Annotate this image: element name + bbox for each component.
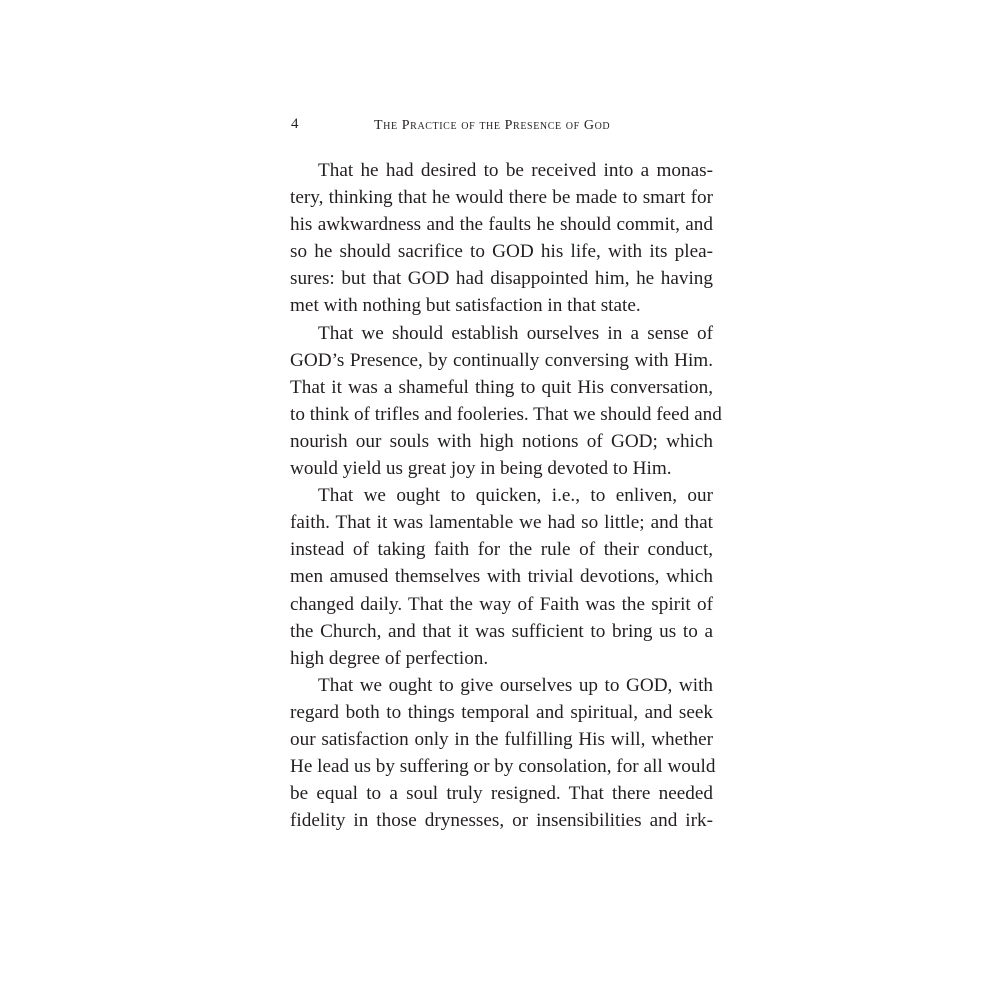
paragraph <box>290 320 722 483</box>
text-line: nourish our souls with high notions of GOD; which <box>290 430 713 452</box>
text-line: the Church, and that it was sufficient to bring us to a <box>290 620 713 642</box>
running-title: The Practice of the Presence of God <box>374 118 611 133</box>
text-line: to think of trifles and fooleries. That we should feed and <box>290 403 722 425</box>
text-line: would yield us great joy in being devoted to Him. <box>290 458 672 480</box>
text-line: That it was a shameful thing to quit His conversation, <box>290 376 713 398</box>
text-line: his awkwardness and the faults he should commit, and <box>290 214 713 236</box>
text-line: our satisfaction only in the fulfilling His will, whether <box>290 728 713 750</box>
text-line: GOD’s Presence, by continually conversing with Him. <box>290 349 713 371</box>
text-line: sures: but that GOD had disappointed him, he having <box>290 268 713 290</box>
text-line: That he had desired to be received into a monas- <box>318 160 713 181</box>
text-line: faith. That it was lamentable we had so little; and that <box>290 512 713 534</box>
text-line: fidelity in those drynesses, or insensibilities and irk- <box>290 810 713 832</box>
book-page <box>290 112 722 832</box>
text-line: so he should sacrifice to GOD his life, with its plea- <box>290 241 713 263</box>
text-line: That we ought to give ourselves up to GOD, with <box>318 674 713 696</box>
text-line: changed daily. That the way of Faith was the spirit of <box>290 593 713 615</box>
running-head <box>290 112 713 142</box>
text-line: tery, thinking that he would there be made to smart for <box>290 187 713 209</box>
page-number: 4 <box>291 116 299 132</box>
paragraph <box>290 157 713 320</box>
text-line: That we ought to quicken, i.e., to enliven, our <box>318 485 713 507</box>
text-line: He lead us by suffering or by consolation, for all would <box>290 756 716 778</box>
text-line: That we should establish ourselves in a sense of <box>318 322 713 344</box>
text-line: high degree of perfection. <box>290 647 489 669</box>
text-line: instead of taking faith for the rule of their conduct, <box>290 539 713 561</box>
text-line: be equal to a soul truly resigned. That there needed <box>290 783 713 805</box>
text-line: men amused themselves with trivial devotions, which <box>290 566 713 588</box>
text-line: met with nothing but satisfaction in that state. <box>290 295 641 317</box>
body-text <box>290 157 722 834</box>
paragraph <box>290 482 713 672</box>
paragraph <box>290 672 716 835</box>
text-line: regard both to things temporal and spiritual, and seek <box>290 701 713 723</box>
